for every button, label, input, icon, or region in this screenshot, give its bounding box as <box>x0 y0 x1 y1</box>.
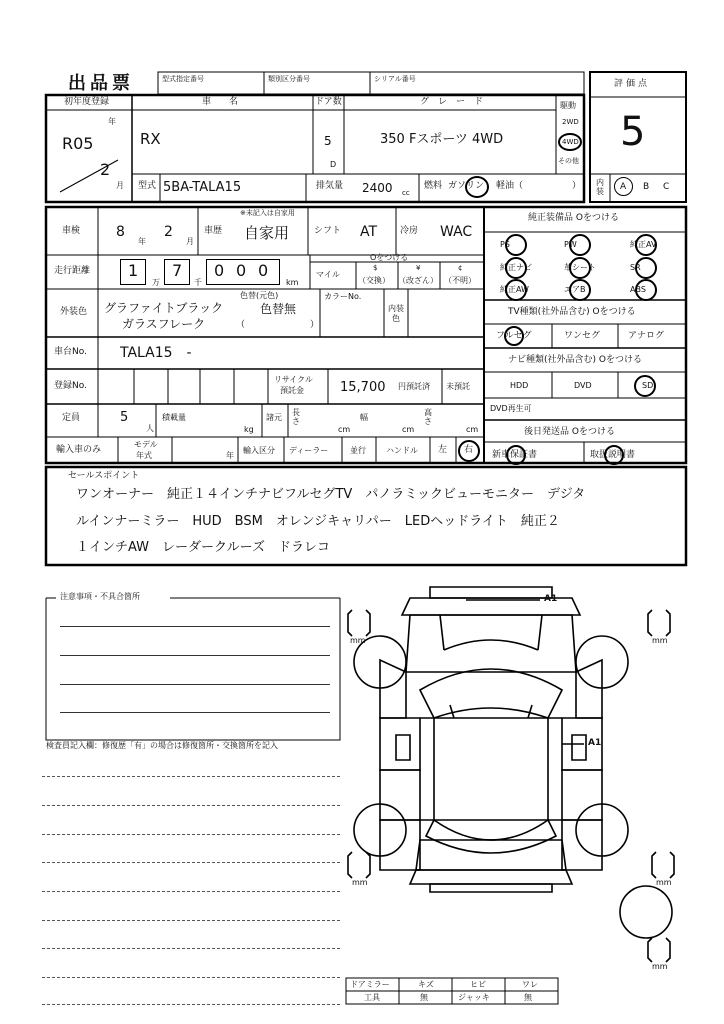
later-item-warranty: 新車保証書 <box>492 450 538 460</box>
recycle-unit: 円預託済 <box>398 382 430 391</box>
equipment-item-circle <box>635 279 657 301</box>
interior-b: B <box>643 182 650 192</box>
displacement-unit: cc <box>402 189 410 197</box>
height-label: 高さ <box>424 408 432 426</box>
length-cm: cm <box>338 425 351 434</box>
shaken-month-unit: 月 <box>186 237 194 246</box>
opt-unknown: （不明） <box>444 276 476 285</box>
equipment-item: 純正ナビ <box>500 263 532 272</box>
dvd-label: DVD再生可 <box>490 404 532 413</box>
shaken-year-unit: 年 <box>138 237 146 246</box>
chassis-label: 車台No. <box>54 347 87 357</box>
mileage-km-unit: km <box>286 278 299 287</box>
capacity-label: 定員 <box>62 413 81 423</box>
repaint-paren-close: ） <box>310 320 320 330</box>
tools-row-tools-value: 無 <box>420 993 428 1002</box>
ac-value: WAC <box>440 224 473 240</box>
navi-item-hdd: HDD <box>510 381 529 390</box>
model-value: 5BA-TALA15 <box>163 180 242 195</box>
shaken-year: 8 <box>116 224 125 240</box>
mileage-man-unit: 万 <box>152 278 160 287</box>
equipment-item-circle <box>569 257 591 279</box>
inspector-line <box>42 834 340 835</box>
navi-item-sd: SD <box>642 381 654 390</box>
equipment-item: PW <box>564 240 577 249</box>
opt-exchange: （交換） <box>358 276 390 285</box>
tv-title: TV種類(社外品含む) Oをつける <box>508 307 636 317</box>
grade-label: グ レ ー ド <box>420 97 484 107</box>
equipment-item-circle <box>505 257 527 279</box>
mileage-circle-note: Oをつける <box>370 253 409 262</box>
mile-label: マイル <box>316 270 340 279</box>
form-title: 出品票 <box>68 73 134 94</box>
tv-item-analog: アナログ <box>628 331 665 341</box>
shaken-month: 2 <box>164 224 173 240</box>
repaint-value: 色替無 <box>260 302 297 316</box>
doors-value: 5 <box>324 134 332 148</box>
fuel-label: 燃料 <box>424 181 443 191</box>
sales-point-line-2: ルインナーミラー HUD BSM オレンジキャリパー LEDヘッドライト 純正２ <box>76 514 560 529</box>
grade-value: 350 Fスポーツ 4WD <box>380 132 504 147</box>
inspector-label: 検査員記入欄：修復歴「有」の場合は修復箇所・交換箇所を記入 <box>46 741 278 750</box>
model-year-label-2: 年式 <box>136 451 152 460</box>
import-label: 輸入車のみ <box>56 445 102 455</box>
inspector-line <box>42 948 340 949</box>
color-no-label: カラーNo. <box>324 292 362 301</box>
recycle-value: 15,700 <box>340 380 386 395</box>
shift-value: AT <box>360 224 378 240</box>
opt-exchange-mark: $ <box>373 264 378 272</box>
height-cm: cm <box>466 425 479 434</box>
drive-label: 駆動 <box>560 101 576 110</box>
import-class-label: 輸入区分 <box>243 446 275 455</box>
history-note: ※未記入は自家用 <box>240 209 295 217</box>
damage-mark-side: A1 <box>588 738 602 748</box>
interior-label: 内装 <box>596 178 604 196</box>
dims-label: 諸元 <box>266 413 282 422</box>
capacity-unit: 人 <box>146 424 154 433</box>
car-name-value: RX <box>140 130 161 148</box>
fuel-close: ） <box>572 181 582 191</box>
repaint-label: 色替(元色) <box>240 291 279 300</box>
width-cm: cm <box>402 425 415 434</box>
recycle-label-1: リサイクル <box>274 375 313 384</box>
first-reg-month-unit: 月 <box>116 181 124 190</box>
tire-fr-mm: mm <box>652 636 668 645</box>
tire-rl-mm: mm <box>352 878 368 887</box>
inspector-line <box>42 862 340 863</box>
serial-label: シリアル番号 <box>374 75 416 83</box>
length-label: 長さ <box>292 408 300 426</box>
equipment-item: 革シート <box>564 263 596 272</box>
first-reg-year-unit: 年 <box>108 117 116 126</box>
tools-row-jack: ジャッキ <box>458 993 490 1002</box>
dealer-option: ディーラー <box>289 446 329 455</box>
opt-modified: （改ざん） <box>398 276 438 285</box>
equipment-item: 純正AV <box>630 240 657 249</box>
registration-label: 登録No. <box>54 381 87 391</box>
load-label: 積載量 <box>162 413 186 422</box>
tools-header-mirror: ドアミラー <box>350 980 390 989</box>
equipment-item: SR <box>630 263 641 272</box>
equipment-item: ABS <box>630 285 646 294</box>
mileage-sen-unit: 千 <box>194 278 202 287</box>
drive-4wd: 4WD <box>562 138 579 146</box>
tools-row-jack-value: 無 <box>524 993 532 1002</box>
inspector-line <box>42 920 340 921</box>
equipment-item-circle <box>635 257 657 279</box>
handle-left: 左 <box>438 445 448 455</box>
mileage-digit-5: 0 <box>258 261 269 280</box>
drive-2wd: 2WD <box>562 118 579 126</box>
interior-c: C <box>663 182 670 192</box>
parallel-option: 並行 <box>350 446 366 455</box>
opt-modified-mark: ¥ <box>416 264 421 272</box>
tv-item-fullseg: フルセグ <box>496 331 532 341</box>
fuel-diesel: 軽油（ <box>496 181 524 191</box>
width-label: 幅 <box>360 413 368 422</box>
shaken-label: 車検 <box>62 226 81 236</box>
model-label: 型式 <box>138 181 157 191</box>
first-reg-year: R05 <box>62 134 94 153</box>
score-value: 5 <box>620 109 646 155</box>
car-name-label: 車 名 <box>202 97 239 107</box>
handle-label: ハンドル <box>386 446 418 455</box>
tools-header-break: ワレ <box>522 980 538 989</box>
load-unit: kg <box>244 425 254 434</box>
sales-point-line-1: ワンオーナー 純正１４インチナビフルセグTV パノラミックビューモニター デジタ <box>76 487 586 502</box>
repaint-paren-open: （ <box>236 320 246 330</box>
capacity-value: 5 <box>120 410 129 425</box>
equipment-item: 純正AW <box>500 285 529 294</box>
recycle-label-2: 預託金 <box>280 386 304 395</box>
model-designation-label: 型式指定番号 <box>162 75 204 83</box>
displacement-value: 2400 <box>362 181 393 195</box>
history-label: 車歴 <box>204 226 223 236</box>
first-reg-month: 2 <box>100 160 111 179</box>
tv-item-oneseg: ワンセグ <box>564 331 601 341</box>
navi-title: ナビ種類(社外品含む) Oをつける <box>508 355 642 365</box>
equipment-item-circle <box>569 279 591 301</box>
score-label: 評価点 <box>614 79 651 89</box>
equipment-item: PS <box>500 240 510 249</box>
equipment-title: 純正装備品 Oをつける <box>528 213 619 223</box>
tools-header-scratch: キズ <box>418 980 434 989</box>
inspector-line <box>42 891 340 892</box>
tire-fl-mm: mm <box>350 636 366 645</box>
color-label: 外装色 <box>60 307 88 317</box>
caution-label: 注意事項・不具合箇所 <box>60 592 140 601</box>
recycle-unpaid: 未預託 <box>446 382 470 391</box>
drive-other: その他 <box>558 157 579 165</box>
shift-label: シフト <box>314 226 342 236</box>
inspector-line <box>42 977 340 978</box>
equipment-item-circle <box>505 234 527 256</box>
opt-unknown-mark: ¢ <box>458 264 463 272</box>
tools-header-crack: ヒビ <box>470 980 486 989</box>
category-number-label: 類別区分番号 <box>268 75 310 83</box>
equipment-item-circle <box>635 234 657 256</box>
tire-rr-mm: mm <box>656 878 672 887</box>
sales-point-line-3: １インチAW レーダークルーズ ドラレコ <box>76 540 330 555</box>
equipment-item-circle <box>569 234 591 256</box>
doors-suffix: D <box>330 160 337 169</box>
navi-item-dvd: DVD <box>574 381 592 390</box>
later-title: 後日発送品 Oをつける <box>524 427 615 437</box>
interior-color-label-1: 内装 <box>388 304 404 313</box>
history-value: 自家用 <box>244 224 290 242</box>
damage-mark-front: A1 <box>544 594 558 604</box>
handle-right: 右 <box>464 445 474 455</box>
inspector-line <box>42 776 340 777</box>
tools-row-tools: 工具 <box>364 993 380 1002</box>
inspector-line <box>42 805 340 806</box>
import-year-unit: 年 <box>226 451 234 460</box>
first-reg-label: 初年度登録 <box>64 97 110 107</box>
equipment-item: エアB <box>564 285 586 294</box>
mileage-digit-4: 0 <box>236 261 247 280</box>
mileage-digit-3: 0 <box>214 261 225 280</box>
chassis-value: TALA15 - <box>120 345 192 361</box>
sales-point-label: セールスポイント <box>68 471 140 481</box>
displacement-label: 排気量 <box>316 181 344 191</box>
ac-label: 冷房 <box>400 226 419 236</box>
mileage-digit-2: 7 <box>172 261 183 280</box>
interior-color-label-2: 色 <box>392 314 400 323</box>
model-year-label-1: モデル <box>134 440 158 449</box>
interior-a: A <box>620 182 627 192</box>
mileage-digit-1: 1 <box>128 261 139 280</box>
doors-label: ドア数 <box>315 97 342 107</box>
inspector-line <box>42 1004 340 1005</box>
later-item-manual: 取扱説明書 <box>590 450 636 460</box>
tire-spare-mm: mm <box>652 962 668 971</box>
color-value-1: グラファイトブラック <box>104 301 224 315</box>
color-value-2: ガラスフレーク <box>122 317 206 331</box>
fuel-gasoline: ガソリン <box>448 181 485 191</box>
mileage-label: 走行距離 <box>54 266 91 276</box>
equipment-item-circle <box>505 279 527 301</box>
